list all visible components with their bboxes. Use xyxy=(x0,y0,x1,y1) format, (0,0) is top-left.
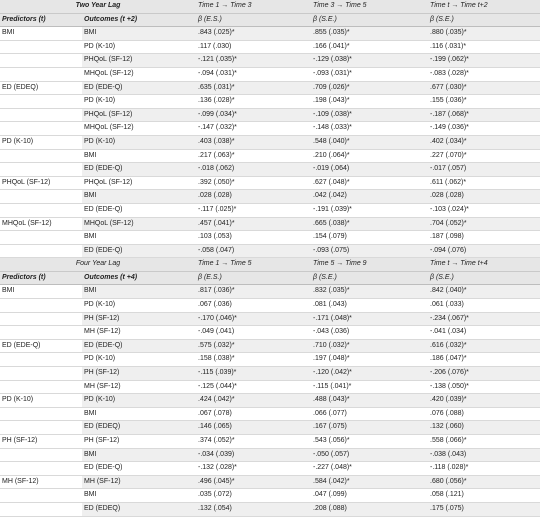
coefficient-cell: .665 (.038)* xyxy=(311,217,428,231)
time-header-1: Time 1 → Time 3 xyxy=(196,0,311,13)
coefficient-cell: .058 (.121) xyxy=(428,489,540,503)
coefficient-cell: .424 (.042)* xyxy=(196,394,311,408)
time-header-1: Time 1 → Time 5 xyxy=(196,258,311,272)
coefficient-cell: .616 (.032)* xyxy=(428,339,540,353)
coefficient-cell: .217 (.063)* xyxy=(196,149,311,163)
coefficient-cell: .186 (.047)* xyxy=(428,353,540,367)
two-year-lag-header-row xyxy=(0,0,540,13)
predictor-cell xyxy=(0,54,82,68)
predictor-cell: PD (K-10) xyxy=(0,394,82,408)
coefficient-cell: -.132 (.028)* xyxy=(196,462,311,476)
coefficient-cell: .028 (.028) xyxy=(196,190,311,204)
predictor-cell: BMI xyxy=(0,27,82,41)
coefficient-cell: .843 (.025)* xyxy=(196,27,311,41)
outcomes-header: Outcomes (t +2) xyxy=(82,13,196,27)
outcome-cell: MHQoL (SF-12) xyxy=(82,122,196,136)
coefficient-cell: .132 (.060) xyxy=(428,421,540,435)
coefficient-cell: -.138 (.050)* xyxy=(428,380,540,394)
table-row xyxy=(0,285,540,299)
coefficient-cell: -.170 (.046)* xyxy=(196,312,311,326)
coefficient-cell: .677 (.030)* xyxy=(428,81,540,95)
outcome-cell: PD (K-10) xyxy=(82,394,196,408)
coefficient-cell: -.083 (.028)* xyxy=(428,67,540,81)
coefficient-cell: .210 (.064)* xyxy=(311,149,428,163)
coefficient-cell: .635 (.031)* xyxy=(196,81,311,95)
coefficient-cell: .116 (.031)* xyxy=(428,40,540,54)
outcome-cell: BMI xyxy=(82,285,196,299)
outcome-cell: ED (EDE-Q) xyxy=(82,203,196,217)
outcome-cell: ED (EDEQ) xyxy=(82,421,196,435)
stat-header-3: β (S.E.) xyxy=(428,13,540,27)
coefficient-cell: .627 (.048)* xyxy=(311,176,428,190)
table-row xyxy=(0,339,540,353)
outcome-cell: PD (K-10) xyxy=(82,299,196,313)
table-row xyxy=(0,54,540,68)
outcome-cell: PH (SF-12) xyxy=(82,367,196,381)
predictor-cell xyxy=(0,326,82,340)
outcome-cell: PH (SF-12) xyxy=(82,435,196,449)
time-header-2: Time 5 → Time 9 xyxy=(311,258,428,272)
table-row xyxy=(0,122,540,136)
coefficient-cell: .611 (.062)* xyxy=(428,176,540,190)
two-year-lag-section xyxy=(0,0,540,258)
predictor-cell: MHQoL (SF-12) xyxy=(0,217,82,231)
coefficient-cell: -.041 (.034) xyxy=(428,326,540,340)
predictor-cell xyxy=(0,122,82,136)
coefficient-cell: .558 (.066)* xyxy=(428,435,540,449)
table-row xyxy=(0,217,540,231)
coefficient-cell: .584 (.042)* xyxy=(311,475,428,489)
predictor-cell xyxy=(0,244,82,258)
predictor-cell xyxy=(0,312,82,326)
coefficient-cell: -.094 (.076) xyxy=(428,244,540,258)
outcome-cell: PD (K-10) xyxy=(82,40,196,54)
predictor-cell xyxy=(0,190,82,204)
predictor-cell xyxy=(0,502,82,516)
coefficient-cell: .457 (.041)* xyxy=(196,217,311,231)
coefficient-cell: .066 (.077) xyxy=(311,407,428,421)
coefficient-cell: .028 (.028) xyxy=(428,190,540,204)
coefficient-cell: -.147 (.032)* xyxy=(196,122,311,136)
coefficient-cell: .880 (.035)* xyxy=(428,27,540,41)
table-row xyxy=(0,326,540,340)
coefficient-cell: -.093 (.031)* xyxy=(311,67,428,81)
outcome-cell: MH (SF-12) xyxy=(82,380,196,394)
coefficient-cell: .420 (.039)* xyxy=(428,394,540,408)
coefficient-cell: -.149 (.036)* xyxy=(428,122,540,136)
predictor-cell xyxy=(0,462,82,476)
coefficient-cell: -.171 (.048)* xyxy=(311,312,428,326)
outcome-cell: ED (EDE-Q) xyxy=(82,339,196,353)
coefficient-cell: .198 (.043)* xyxy=(311,95,428,109)
coefficient-cell: .496 (.045)* xyxy=(196,475,311,489)
table-row xyxy=(0,231,540,245)
coefficient-cell: .710 (.032)* xyxy=(311,339,428,353)
table-row xyxy=(0,163,540,177)
coefficient-cell: -.109 (.038)* xyxy=(311,108,428,122)
time-header-2: Time 3 → Time 5 xyxy=(311,0,428,13)
predictor-cell xyxy=(0,407,82,421)
outcome-cell: PH (SF-12) xyxy=(82,312,196,326)
coefficient-cell: .548 (.040)* xyxy=(311,135,428,149)
outcome-cell: BMI xyxy=(82,231,196,245)
table-row xyxy=(0,489,540,503)
coefficient-cell: .081 (.043) xyxy=(311,299,428,313)
coefficient-cell: -.191 (.039)* xyxy=(311,203,428,217)
stat-header-1: β (E.S.) xyxy=(196,13,311,27)
stat-header-1: β (E.S.) xyxy=(196,271,311,285)
outcomes-header: Outcomes (t +4) xyxy=(82,271,196,285)
table-row xyxy=(0,462,540,476)
outcome-cell: ED (EDE-Q) xyxy=(82,462,196,476)
coefficient-cell: .117 (.030) xyxy=(196,40,311,54)
stat-header-2: β (S.E.) xyxy=(311,13,428,27)
coefficient-cell: .374 (.052)* xyxy=(196,435,311,449)
coefficient-cell: -.017 (.057) xyxy=(428,163,540,177)
coefficient-cell: -.129 (.038)* xyxy=(311,54,428,68)
predictor-cell: ED (EDE-Q) xyxy=(0,339,82,353)
outcome-cell: BMI xyxy=(82,407,196,421)
stat-header-2: β (S.E.) xyxy=(311,271,428,285)
coefficient-cell: .132 (.054) xyxy=(196,502,311,516)
table-row xyxy=(0,40,540,54)
table-row xyxy=(0,176,540,190)
predictor-cell xyxy=(0,489,82,503)
table-row xyxy=(0,67,540,81)
coefficient-cell: .187 (.098) xyxy=(428,231,540,245)
coefficient-cell: .208 (.088) xyxy=(311,502,428,516)
outcome-cell: PHQoL (SF-12) xyxy=(82,108,196,122)
coefficient-cell: .817 (.036)* xyxy=(196,285,311,299)
table-row xyxy=(0,421,540,435)
coefficient-cell: -.103 (.024)* xyxy=(428,203,540,217)
table-row xyxy=(0,380,540,394)
table-row xyxy=(0,435,540,449)
predictors-header: Predictors (t) xyxy=(0,271,82,285)
four-year-lag-header-row xyxy=(0,258,540,272)
coefficient-cell: -.121 (.035)* xyxy=(196,54,311,68)
outcome-cell: PD (K-10) xyxy=(82,95,196,109)
two-year-lag-subheader-row xyxy=(0,13,540,27)
outcome-cell: MHQoL (SF-12) xyxy=(82,67,196,81)
coefficient-cell: .227 (.070)* xyxy=(428,149,540,163)
outcome-cell: BMI xyxy=(82,190,196,204)
outcome-cell: MH (SF-12) xyxy=(82,475,196,489)
coefficient-cell: .067 (.036) xyxy=(196,299,311,313)
coefficient-cell: -.018 (.062) xyxy=(196,163,311,177)
table-row xyxy=(0,190,540,204)
outcome-cell: PD (K-10) xyxy=(82,135,196,149)
outcome-cell: BMI xyxy=(82,448,196,462)
two-year-lag-title: Two Year Lag xyxy=(0,0,196,13)
coefficient-cell: .175 (.075) xyxy=(428,502,540,516)
table-row xyxy=(0,475,540,489)
coefficient-cell: -.038 (.043) xyxy=(428,448,540,462)
coefficient-cell: .392 (.050)* xyxy=(196,176,311,190)
coefficient-cell: .146 (.065) xyxy=(196,421,311,435)
coefficient-cell: -.227 (.048)* xyxy=(311,462,428,476)
coefficient-cell: .103 (.053) xyxy=(196,231,311,245)
coefficient-cell: -.117 (.025)* xyxy=(196,203,311,217)
coefficient-cell: .403 (.038)* xyxy=(196,135,311,149)
predictor-cell xyxy=(0,299,82,313)
table-row xyxy=(0,299,540,313)
table-row xyxy=(0,135,540,149)
coefficient-cell: .067 (.078) xyxy=(196,407,311,421)
coefficient-cell: -.019 (.064) xyxy=(311,163,428,177)
predictor-cell: MH (SF-12) xyxy=(0,475,82,489)
coefficient-cell: .035 (.072) xyxy=(196,489,311,503)
coefficient-cell: -.125 (.044)* xyxy=(196,380,311,394)
predictor-cell xyxy=(0,163,82,177)
predictor-cell: PD (K-10) xyxy=(0,135,82,149)
coefficient-cell: -.050 (.057) xyxy=(311,448,428,462)
outcome-cell: MHQoL (SF-12) xyxy=(82,217,196,231)
coefficient-cell: .855 (.035)* xyxy=(311,27,428,41)
coefficient-cell: -.058 (.047) xyxy=(196,244,311,258)
coefficient-cell: -.148 (.033)* xyxy=(311,122,428,136)
coefficient-cell: .680 (.056)* xyxy=(428,475,540,489)
predictor-cell xyxy=(0,203,82,217)
predictor-cell xyxy=(0,149,82,163)
outcome-cell: BMI xyxy=(82,149,196,163)
coefficient-cell: .136 (.028)* xyxy=(196,95,311,109)
outcome-cell: PHQoL (SF-12) xyxy=(82,54,196,68)
coefficient-cell: -.118 (.028)* xyxy=(428,462,540,476)
table-row xyxy=(0,312,540,326)
coefficient-cell: .543 (.056)* xyxy=(311,435,428,449)
outcome-cell: BMI xyxy=(82,489,196,503)
outcome-cell: MH (SF-12) xyxy=(82,326,196,340)
coefficient-cell: .154 (.079) xyxy=(311,231,428,245)
predictor-cell xyxy=(0,95,82,109)
predictor-cell xyxy=(0,367,82,381)
predictor-cell xyxy=(0,380,82,394)
outcome-cell: ED (EDE-Q) xyxy=(82,81,196,95)
coefficient-cell: .155 (.036)* xyxy=(428,95,540,109)
coefficient-cell: -.043 (.036) xyxy=(311,326,428,340)
table-row xyxy=(0,394,540,408)
table-row xyxy=(0,502,540,516)
predictor-cell xyxy=(0,108,82,122)
coefficient-cell: -.234 (.067)* xyxy=(428,312,540,326)
coefficient-cell: .197 (.048)* xyxy=(311,353,428,367)
table-row xyxy=(0,407,540,421)
four-year-lag-section xyxy=(0,258,540,516)
coefficient-cell: .402 (.034)* xyxy=(428,135,540,149)
coefficient-cell: -.120 (.042)* xyxy=(311,367,428,381)
coefficient-cell: .158 (.038)* xyxy=(196,353,311,367)
predictor-cell xyxy=(0,67,82,81)
table-row xyxy=(0,367,540,381)
coefficient-cell: -.093 (.075) xyxy=(311,244,428,258)
outcome-cell: ED (EDE-Q) xyxy=(82,244,196,258)
coefficient-cell: .076 (.088) xyxy=(428,407,540,421)
predictor-cell xyxy=(0,40,82,54)
table-row xyxy=(0,353,540,367)
predictor-cell: PHQoL (SF-12) xyxy=(0,176,82,190)
coefficient-cell: .575 (.032)* xyxy=(196,339,311,353)
coefficient-cell: .061 (.033) xyxy=(428,299,540,313)
predictor-cell xyxy=(0,421,82,435)
predictor-cell xyxy=(0,231,82,245)
table-row xyxy=(0,244,540,258)
coefficient-cell: -.206 (.076)* xyxy=(428,367,540,381)
predictor-cell xyxy=(0,353,82,367)
table-row xyxy=(0,81,540,95)
coefficient-cell: -.034 (.039) xyxy=(196,448,311,462)
table-row xyxy=(0,108,540,122)
coefficient-cell: .709 (.026)* xyxy=(311,81,428,95)
predictors-header: Predictors (t) xyxy=(0,13,82,27)
outcome-cell: ED (EDEQ) xyxy=(82,502,196,516)
coefficient-cell: -.099 (.034)* xyxy=(196,108,311,122)
outcome-cell: PHQoL (SF-12) xyxy=(82,176,196,190)
coefficient-cell: .166 (.041)* xyxy=(311,40,428,54)
time-header-3: Time t → Time t+4 xyxy=(428,258,540,272)
outcome-cell: ED (EDE-Q) xyxy=(82,163,196,177)
coefficient-cell: -.094 (.031)* xyxy=(196,67,311,81)
predictor-cell: BMI xyxy=(0,285,82,299)
table-row xyxy=(0,203,540,217)
table-row xyxy=(0,27,540,41)
predictor-cell: ED (EDEQ) xyxy=(0,81,82,95)
stat-header-3: β (S.E.) xyxy=(428,271,540,285)
coefficient-cell: .832 (.035)* xyxy=(311,285,428,299)
coefficient-cell: .488 (.043)* xyxy=(311,394,428,408)
coefficient-cell: .047 (.099) xyxy=(311,489,428,503)
table-row xyxy=(0,448,540,462)
coefficient-cell: -.187 (.068)* xyxy=(428,108,540,122)
table-row xyxy=(0,95,540,109)
coefficient-cell: .704 (.052)* xyxy=(428,217,540,231)
predictor-cell: PH (SF-12) xyxy=(0,435,82,449)
coefficient-cell: .842 (.040)* xyxy=(428,285,540,299)
table-row xyxy=(0,149,540,163)
coefficient-cell: .042 (.042) xyxy=(311,190,428,204)
time-header-3: Time t → Time t+2 xyxy=(428,0,540,13)
outcome-cell: BMI xyxy=(82,27,196,41)
coefficient-cell: -.199 (.062)* xyxy=(428,54,540,68)
outcome-cell: PD (K-10) xyxy=(82,353,196,367)
coefficient-cell: -.115 (.041)* xyxy=(311,380,428,394)
coefficient-cell: -.049 (.041) xyxy=(196,326,311,340)
four-year-lag-title: Four Year Lag xyxy=(0,258,196,272)
coefficient-cell: .167 (.075) xyxy=(311,421,428,435)
coefficient-cell: -.115 (.039)* xyxy=(196,367,311,381)
predictor-cell xyxy=(0,448,82,462)
four-year-lag-subheader-row xyxy=(0,271,540,285)
